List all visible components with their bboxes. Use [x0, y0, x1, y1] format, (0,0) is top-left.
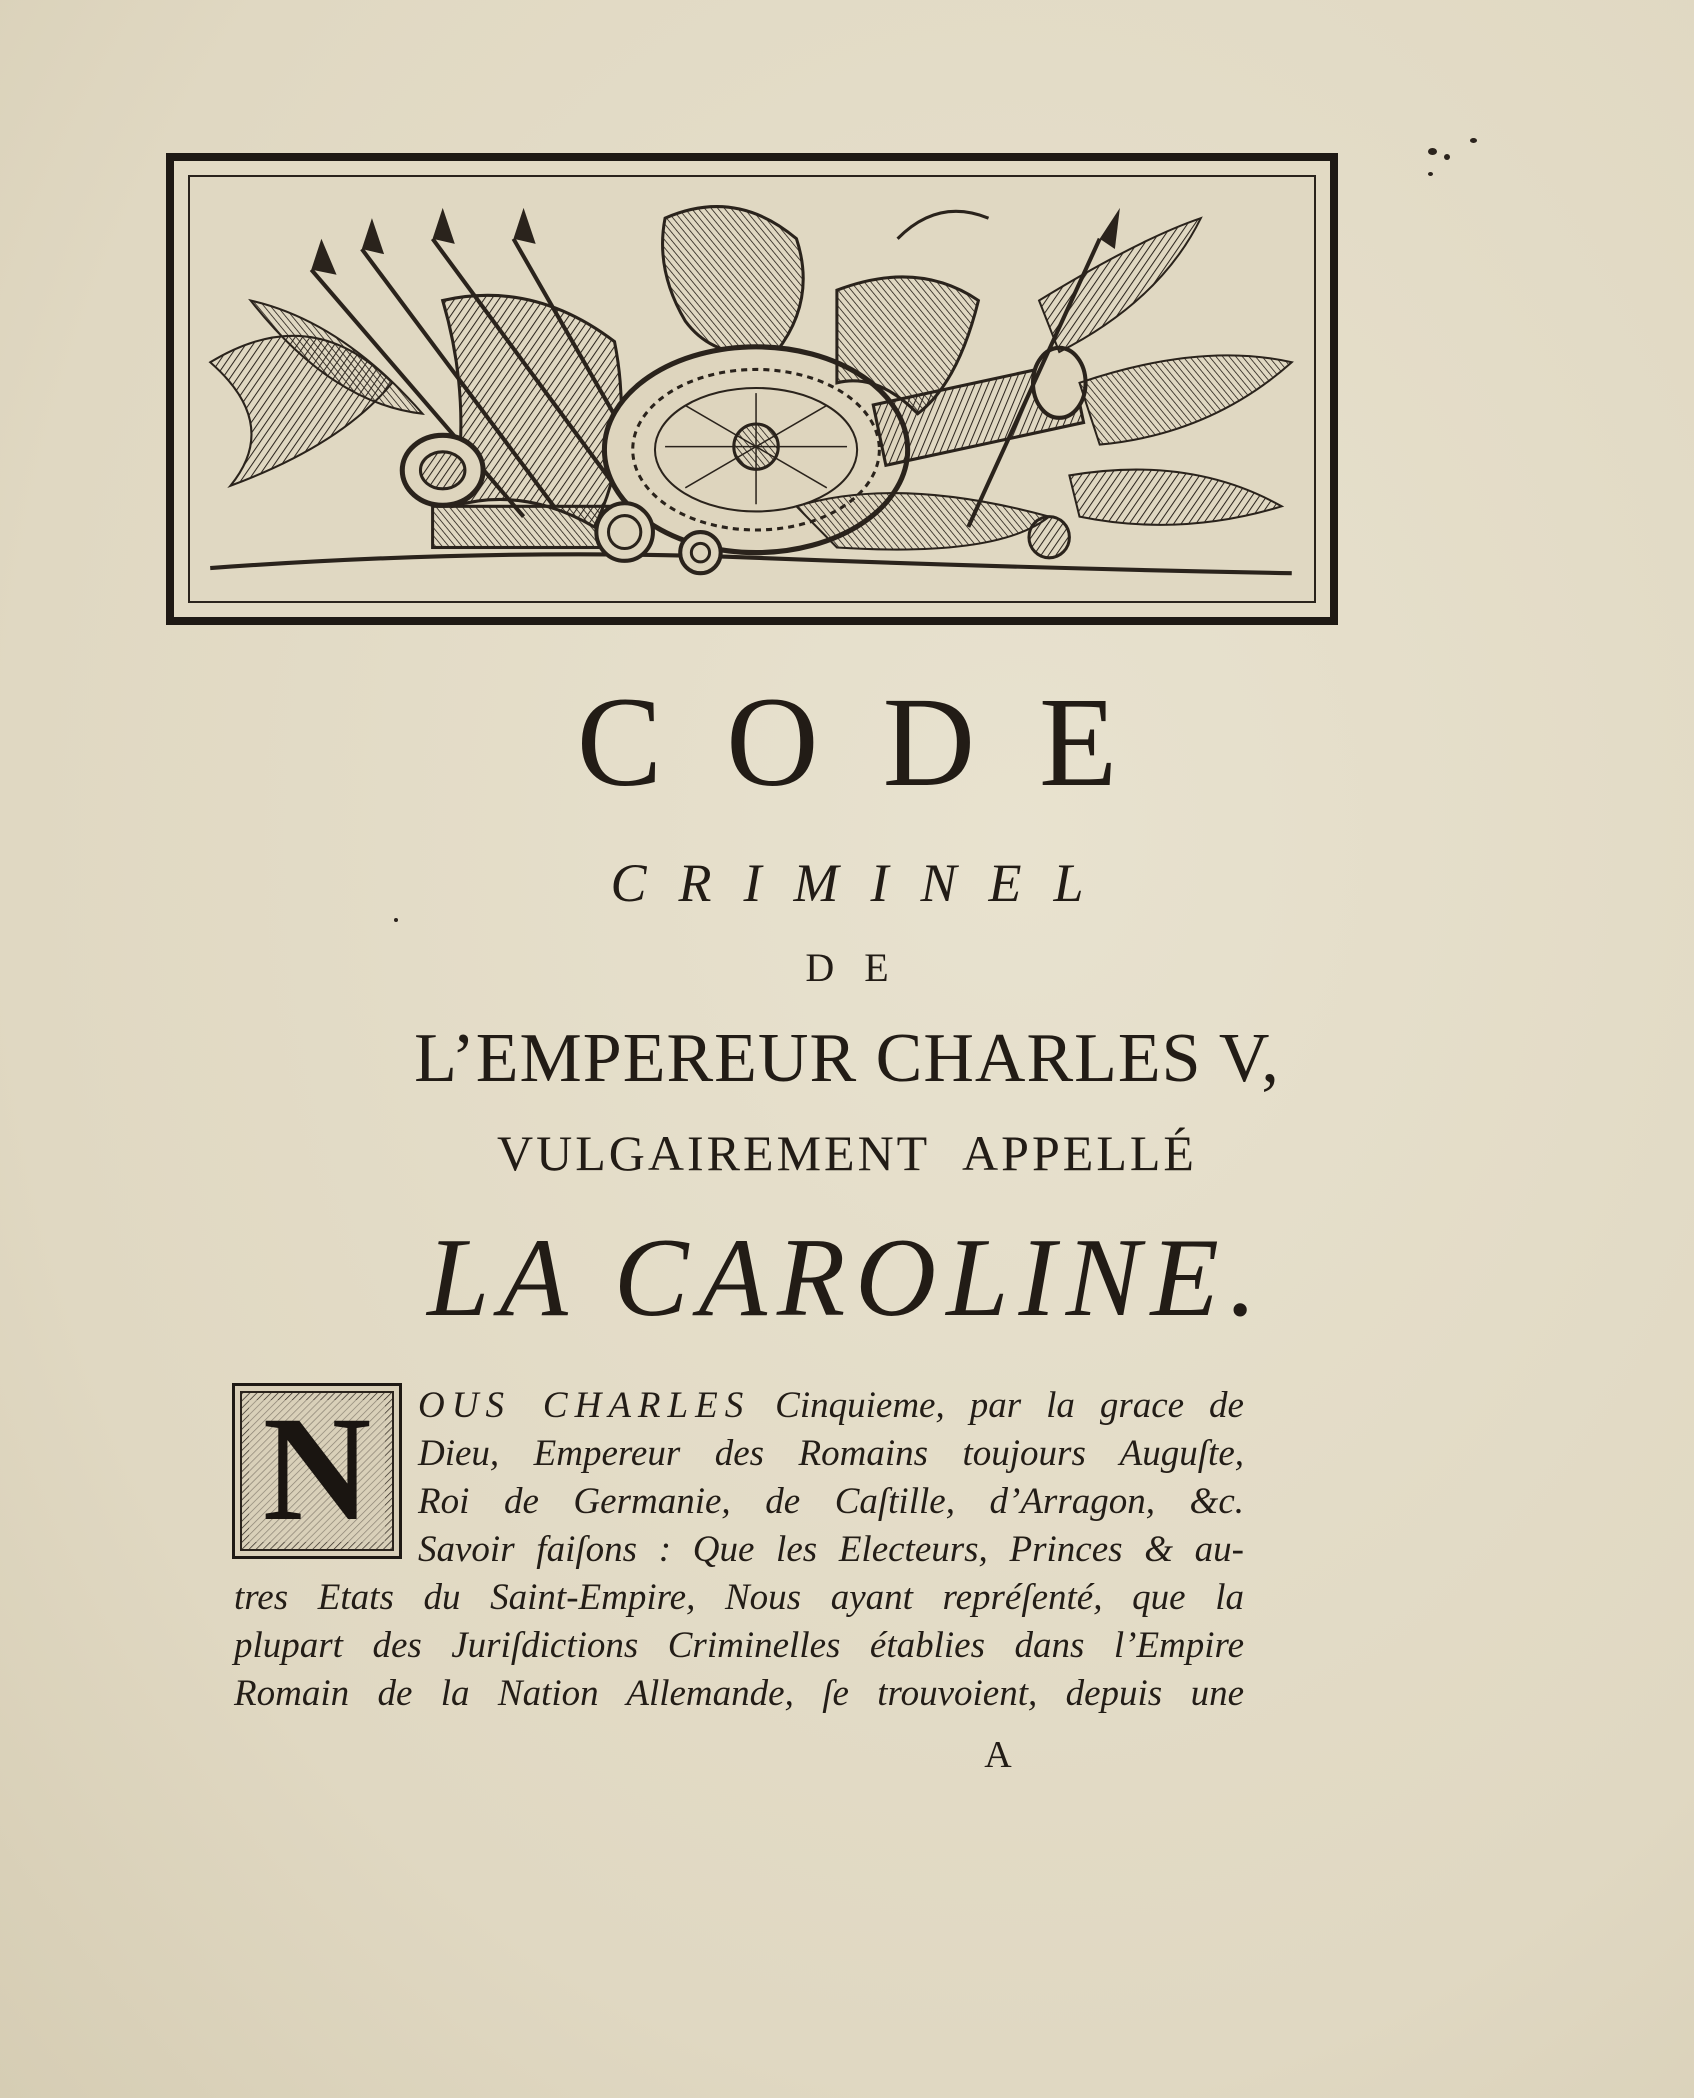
body-line-6 [234, 1622, 1244, 1670]
title-code: CODE [576, 671, 1182, 813]
engraved-headpiece [166, 153, 1338, 625]
body-line-6-text: plupart des Juriſdictions Criminelles établies dans l’Empire [234, 1625, 1244, 1666]
title-vulgairement: VULGAIREMENT APPELLÉ [497, 1125, 1197, 1181]
title-criminel: CRIMINEL [610, 853, 1116, 913]
body-line-1-text: Cinquieme, par la grace de [750, 1385, 1244, 1426]
body-line-1 [418, 1382, 1244, 1430]
ornamental-drop-cap [232, 1383, 402, 1559]
headpiece-illustration [188, 175, 1316, 603]
title-empereur: L’EMPEREUR CHARLES V, [414, 1020, 1280, 1097]
paper-speck [1428, 148, 1437, 155]
body-line-5-text: tres Etats du Saint-Empire, Nous ayant repréſenté, que la [234, 1577, 1244, 1618]
body-line-3-text: Roi de Germanie, de Caſtille, d’Arragon, &c. [418, 1481, 1244, 1522]
body-line-5 [234, 1574, 1244, 1622]
drop-cap-letter: N [262, 1386, 372, 1552]
title-de: DE [805, 945, 919, 990]
body-line-3 [418, 1478, 1244, 1526]
body-line-4 [418, 1526, 1244, 1574]
paper-speck [1470, 138, 1477, 143]
title-caroline: LA CAROLINE. [427, 1216, 1267, 1340]
body-line-4-text: Savoir faiſons : Que les Electeurs, Princes & au- [418, 1529, 1244, 1570]
paper-speck [1444, 154, 1450, 160]
paper-speck [394, 918, 398, 922]
body-opening-smallcaps: OUS CHARLES [418, 1385, 751, 1426]
trophy-of-arms-engraving [190, 177, 1314, 601]
body-line-2 [418, 1430, 1244, 1478]
signature-mark: A [984, 1734, 1012, 1776]
body-line-7 [234, 1670, 1244, 1718]
paper-speck [1428, 172, 1433, 176]
body-line-2-text: Dieu, Empereur des Romains toujours Auguſte, [418, 1433, 1244, 1474]
body-line-7-text: Romain de la Nation Allemande, ſe trouvoient, depuis une [234, 1673, 1244, 1714]
